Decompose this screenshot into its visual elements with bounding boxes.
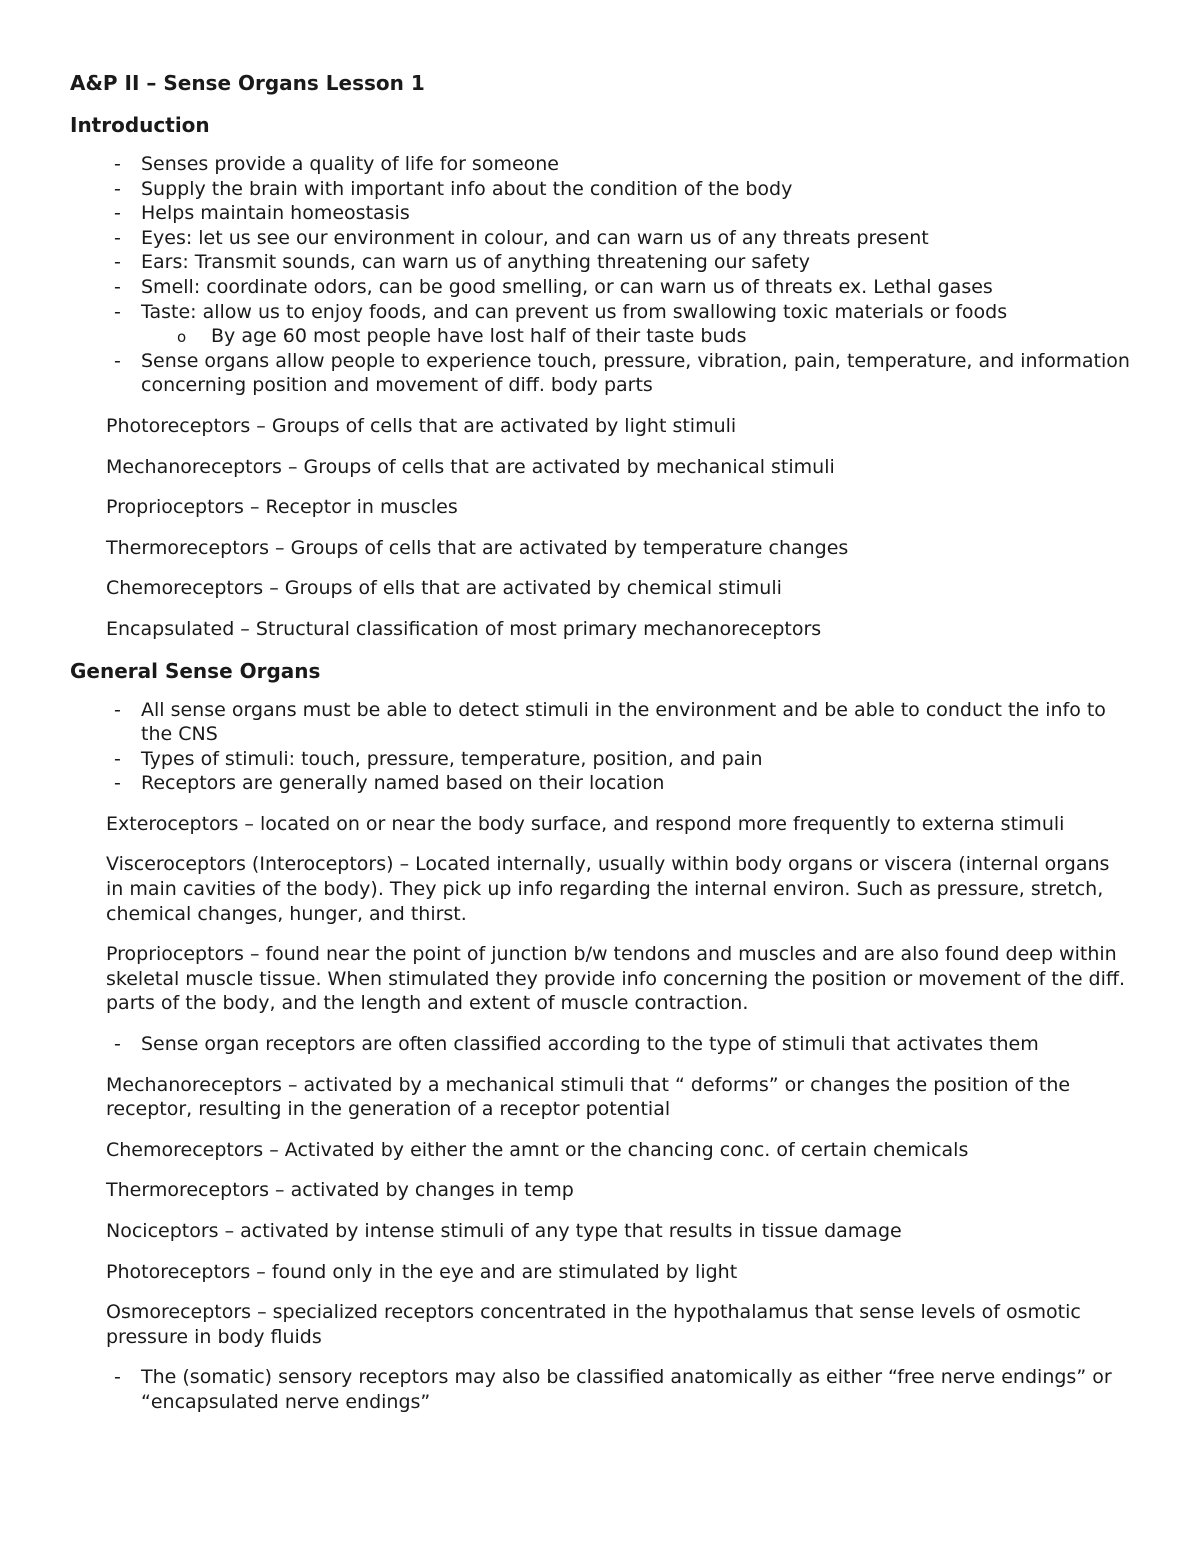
bullet-text: Sense organ receptors are often classified according to the type of stimuli that activates them [141,1033,1039,1056]
bullet-text: All sense organs must be able to detect stimuli in the environment and be able to conduct the info to the CNS [141,698,1106,746]
definition-paragraph: Proprioceptors – found near the point of junction b/w tendons and muscles and are also found deep within skeletal muscle tissue. When stimulated they provide info concerning the position or movement of the diff. parts of the body, and the length and extent of muscle contraction. [106,943,1126,1015]
dash-marker: - [114,226,121,249]
definition-paragraph: Thermoreceptors – Groups of cells that are activated by temperature changes [106,536,849,559]
bullet-text: The (somatic) sensory receptors may also be classified anatomically as either “free nerve endings” or “encapsulated nerve endings” [141,1366,1112,1413]
general-bullet-list [70,698,1130,796]
sub-bullet-list [141,324,1130,349]
bullet-text: Helps maintain homeostasis [141,202,410,225]
bullet-item [70,1365,1130,1414]
dash-marker: - [114,698,121,721]
bullet-item [70,349,1130,398]
dash-marker: - [114,349,121,372]
anatomic-bullet-list [70,1365,1130,1414]
definition-paragraph: Exteroceptors – located on or near the body surface, and respond more frequently to externa stimuli [106,812,1065,835]
dash-marker: - [114,1366,121,1389]
document-body [70,70,1130,1431]
definition-paragraph: Encapsulated – Structural classification of most primary mechanoreceptors [106,617,822,640]
bullet-text: Supply the brain with important info about the condition of the body [141,177,793,200]
bullet-text: Senses provide a quality of life for someone [141,153,559,175]
sub-bullet-text: By age 60 most people have lost half of their taste buds [211,325,747,348]
document-title: A&P II – Sense Organs Lesson 1 [70,71,425,95]
bullet-item [70,201,1130,226]
definition-paragraph: Thermoreceptors – activated by changes in temp [106,1179,574,1202]
definition-paragraph: Visceroceptors (Interoceptors) – Located internally, usually within body organs or viscera (internal organs in main cavities of the body). They pick up info regarding the internal environ. Such as pressure, stretch, chemical changes, hunger, and thirst. [106,853,1110,925]
bullet-item [70,747,1130,772]
bullet-item [70,152,1130,177]
bullet-text: Sense organs allow people to experience touch, pressure, vibration, pain, temperature, and information concerning position and movement of diff. body parts [141,349,1130,397]
definition-paragraph: Chemoreceptors – Groups of ells that are activated by chemical stimuli [106,577,782,600]
bullet-text: Types of stimuli: touch, pressure, temperature, position, and pain [141,747,763,770]
bullet-item [70,771,1130,796]
bullet-item [70,250,1130,275]
dash-marker: - [114,153,121,175]
sub-bullet-item [141,324,1130,349]
definition-paragraph: Proprioceptors – Receptor in muscles [106,496,458,519]
dash-marker: - [114,1033,121,1056]
heading-introduction: Introduction [70,113,210,137]
bullet-item [70,698,1130,747]
bullet-text: Taste: allow us to enjoy foods, and can prevent us from swallowing toxic materials or foods [141,300,1008,323]
stimuli-bullet-list [70,1032,1130,1057]
definition-paragraph: Osmoreceptors – specialized receptors concentrated in the hypothalamus that sense levels of osmotic pressure in body fluids [106,1301,1081,1348]
definition-paragraph: Photoreceptors – found only in the eye and are stimulated by light [106,1260,738,1283]
bullet-text: Eyes: let us see our environment in colour, and can warn us of any threats present [141,226,929,249]
bullet-item [70,275,1130,300]
dash-marker: - [114,772,121,795]
heading-general-sense-organs: General Sense Organs [70,658,321,683]
bullet-item [70,226,1130,251]
bullet-item [70,300,1130,349]
introduction-bullet-list [70,152,1130,398]
bullet-text: Smell: coordinate odors, can be good smelling, or can warn us of threats ex. Lethal gases [141,275,993,298]
dash-marker: - [114,202,121,225]
definition-paragraph: Nociceptors – activated by intense stimuli of any type that results in tissue damage [106,1220,902,1242]
dash-marker: - [114,300,121,323]
dash-marker: - [114,251,121,274]
dash-marker: - [114,177,121,200]
bullet-text: Ears: Transmit sounds, can warn us of anything threatening our safety [141,251,810,274]
dash-marker: - [114,275,121,298]
definition-paragraph: Photoreceptors – Groups of cells that are activated by light stimuli [106,414,737,437]
bullet-text: Receptors are generally named based on their location [141,772,665,795]
definition-paragraph: Chemoreceptors – Activated by either the amnt or the chancing conc. of certain chemicals [106,1138,969,1161]
bullet-item [70,1032,1130,1057]
definition-paragraph: Mechanoreceptors – Groups of cells that are activated by mechanical stimuli [106,455,835,478]
circle-marker: o [177,328,187,347]
bullet-item [70,177,1130,202]
dash-marker: - [114,747,121,770]
definition-paragraph: Mechanoreceptors – activated by a mechanical stimuli that “ deforms” or changes the position of the receptor, resulting in the generation of a receptor potential [106,1073,1071,1121]
